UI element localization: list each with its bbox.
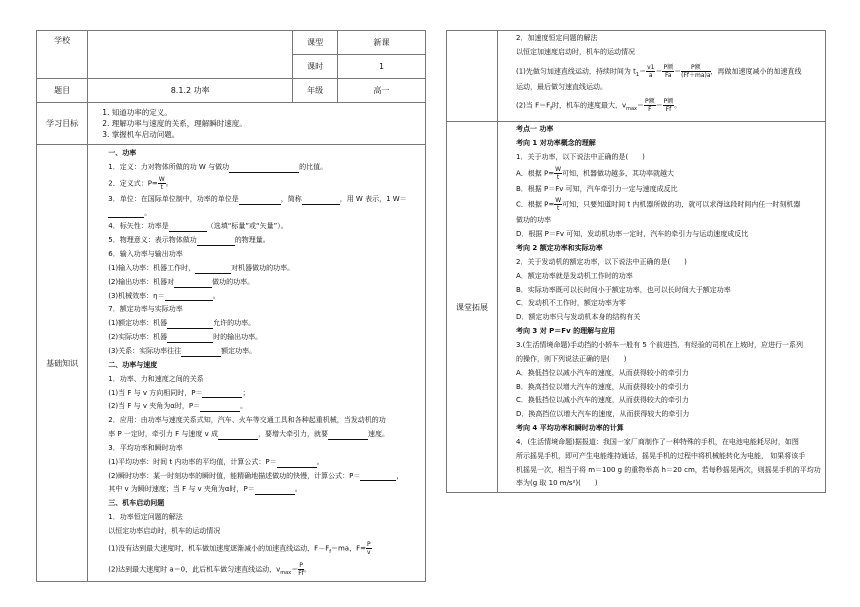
fill-blank [239, 196, 281, 205]
fill-blank [202, 389, 242, 398]
io-line: (3)机械效率：η＝ 。 [108, 291, 220, 300]
fraction: $\frac{\text{P额}}{Ff}$ [663, 98, 674, 114]
option: C．换低挡位以减小汽车的速度，从而获得较大的牵引力 [516, 396, 689, 405]
question: 3.(生活情境命题)手动挡的小轿车一般有 5 个前进挡，有经验的司机在上坡时，应进行一系列 [516, 340, 804, 349]
goals-label: 学习目标 [37, 103, 88, 145]
question-cont: 机摇晃一次，相当于将 m＝100 g 的重物举高 h＝20 cm，若每秒摇晃两次，则摇晃手机的平均功 [516, 465, 821, 474]
def-line: 1．定义：力对物体所做的功 W 与做功 的比值。 [108, 162, 328, 171]
fill-blank [328, 431, 368, 440]
fill-blank [197, 237, 235, 246]
option: A．根据 P= $\frac{W}{t}$ 可知，机器做功越多，其功率就越大 [516, 165, 675, 181]
fraction: $\frac{W}{t}$ [555, 165, 562, 181]
fraction: $\frac{\text{P额}}{F}$ [645, 98, 655, 114]
fill-blank [255, 486, 295, 495]
option: B．换高挡位以增大汽车的速度，从而获得较小的牵引力 [516, 382, 689, 391]
right-lesson-table [446, 30, 826, 493]
fraction: $\frac{P}{v}$ [366, 540, 371, 556]
rated-title: 7．额定功率与实际功率 [108, 305, 183, 314]
grade-value: 高一 [338, 79, 426, 103]
application-line: 2．应用：由功率与速度关系式知，汽车、火车等交通工具和各种起重机械，当发动机的功 [108, 416, 386, 425]
fill-blank [167, 334, 213, 343]
option: D．根据 P＝Fv 可知，发动机功率一定时，汽车的牵引力与运动速度成反比 [516, 230, 749, 239]
const-power-title: 1．功率恒定问题的解法 [108, 513, 183, 522]
fraction: $\frac{W}{t}$ [158, 175, 165, 191]
io-line: (1)输入功率：机器工作时， 对机器做功的功率。 [108, 263, 295, 272]
const-power-line1: (1)没有达到最大速度时，机车做加速度逐渐减小的加速直线运动，$F-F_f=ma$，F= $\frac{P}{v}$ [108, 540, 371, 556]
const-power-line2: (2)达到最大速度时 a＝0，此后机车做匀速直线运动，$v_{max}=$ $\frac{P}{Ff}$ 。 [108, 562, 311, 578]
fill-blank [277, 459, 317, 468]
unit-line: 3．单位：在国际单位制中，功率的单位是 ，简称 ，用 W 表示，1 W＝ [108, 194, 407, 203]
type-value: 新课 [338, 31, 426, 55]
left-lesson-table [36, 30, 426, 582]
fraction: $\frac{v1}{a}$ [647, 63, 655, 79]
option: A．额定功率就是发动机工作时的功率 [516, 271, 633, 280]
question: 1．关于功率，以下说法中正确的是( ) [516, 152, 645, 161]
fill-blank [229, 164, 299, 173]
topic-label: 题目 [37, 79, 88, 103]
fill-blank [165, 292, 213, 301]
fill-blank [195, 265, 231, 274]
section-title: 一、功率 [108, 149, 137, 157]
question: 2．关于发动机的额定功率，以下说法中正确的是( ) [516, 257, 687, 266]
fill-blank [181, 348, 221, 357]
section-title: 三、机车启动问题 [108, 499, 165, 508]
fraction: $\frac{W}{t}$ [555, 197, 562, 213]
topic-title: 考点一 功率 [516, 125, 554, 133]
fill-blank [200, 403, 240, 412]
grade-label: 年级 [293, 79, 338, 103]
option-cont: 做功的功率 [516, 216, 551, 225]
fill-blank [302, 196, 340, 205]
scalar-line: 4．标矢性：功率是 （选填“标量”或“矢量”）。 [108, 222, 288, 231]
question-heading: 考向 3 对 P＝Fv 的理解与应用 [516, 327, 616, 336]
inst-line: (2)瞬时功率：某一时刻功率的瞬时值，能精确地描述做功的快慢，计算公式：P＝ ， [108, 471, 404, 480]
fill-blank [167, 320, 213, 329]
fraction: $\frac{\text{P额}}{Fa}$ [663, 63, 674, 79]
school-label: 学校 [54, 36, 71, 45]
option: C．发动机不工作时，额定功率为零 [516, 299, 626, 308]
option: C．根据 P= $\frac{W}{t}$ 可知，只要知道时间 t 内机器所做的功，就可以求得这段时间内任一时刻机器 [516, 197, 801, 213]
extension-label: 课堂拓展 [447, 122, 498, 493]
io-line: (2)输出功率：机器对 做功的功率。 [108, 277, 255, 286]
accel-title: 2．加速度恒定问题的解法 [516, 34, 598, 42]
unit-line-cont: 。 [108, 208, 421, 219]
accel-line3: (2)当 $F=F_f$时，机车的速度最大，$v_{max}=$ $\frac{\text{P额}}{F}$ ＝ $\frac{\text{P额}}{Ff}$ 。 [516, 98, 682, 114]
accel-content [498, 31, 826, 122]
question-heading: 考向 2 额定功率和实际功率 [516, 244, 603, 253]
hours-value: 1 [338, 55, 426, 79]
question-heading: 考向 1 对功率概念的理解 [516, 138, 596, 147]
knowledge-label: 基础知识 [37, 145, 88, 582]
question-cont: 的操作，则下列说法正确的是( ) [516, 354, 627, 363]
fill-blank [218, 431, 258, 440]
accel-line2: 运动，最后做匀速直线运动。 [516, 83, 607, 92]
question-cont: 率为(g 取 10 m/s²)( ) [516, 479, 598, 488]
application-line-cont: 率 P 一定时，牵引力 F 与速度 v 成 ，要增大牵引力，就要 速度。 [108, 430, 389, 439]
option: D．换高挡位以增大汽车的速度，从而获得较大的牵引力 [516, 410, 690, 419]
formula-line: 2．定义式：P= $\frac{W}{t}$ 。 [108, 175, 173, 191]
io-title: 6．输入功率与输出功率 [108, 250, 183, 259]
fill-blank [108, 209, 144, 218]
question-heading: 考向 4 平均功率和瞬时功率的计算 [516, 424, 624, 433]
option: B．实际功率既可以长时间小于额定功率，也可以长时间大于额定功率 [516, 285, 731, 294]
accel-line1: (1)先做匀加速直线运动，持续时间为 $t_1=$ $\frac{v1}{a}$ ＝ $\frac{\text{P额}}{Fa}$ ＝ $\frac{\text{P额}}{(Ff+ma)a}$ ，再做加速度减小的加速直线 [516, 63, 802, 79]
fill-blank [174, 279, 212, 288]
school-label-cell [37, 31, 88, 79]
goal-item: 1. 知道功率的定义。 [102, 107, 172, 117]
fraction: $\frac{\text{P额}}{(Ff+ma)a}$ [681, 63, 711, 79]
type-label: 课型 [293, 31, 338, 55]
relation-line: (1)当 F 与 v 方向相同时，P＝ ； [108, 388, 250, 397]
avg-title: 3．平均功率和瞬时功率 [108, 443, 183, 452]
relation-line: (2)当 F 与 v 夹角为α时，P＝ 。 [108, 402, 248, 411]
fraction: $\frac{P}{Ff}$ [298, 562, 304, 578]
school-value-cell [88, 31, 293, 79]
meaning-line: 5．物理意义：表示物体做功 的物理量。 [108, 236, 270, 245]
fill-blank [169, 223, 207, 232]
goal-item: 3. 掌握机车启动问题。 [102, 130, 180, 140]
top-left-cell [447, 31, 498, 122]
rated-line: (3)关系：实际功率往往 额定功率。 [108, 346, 257, 355]
const-power-desc: 以恒定功率启动时，机车的运动情况 [108, 526, 221, 535]
option: A．换低挡位以减小汽车的速度，从而获得较小的牵引力 [516, 368, 689, 377]
section-title: 二、功率与速度 [108, 360, 158, 369]
topic-value: 8.1.2 功率 [88, 79, 293, 103]
avg-line: (1)平均功率：时间 t 内功率的平均值，计算公式：P＝ 。 [108, 457, 324, 466]
knowledge-content [88, 145, 426, 582]
rated-line: (1)额定功率：机器 允许的功率。 [108, 319, 256, 328]
relation-title: 1．功率、力和速度之间的关系 [108, 374, 204, 383]
rated-line: (2)实际功率：机器 时的输出功率。 [108, 333, 263, 342]
goals-list [88, 103, 426, 145]
accel-desc: 以恒定加速度启动时，机车的运动情况 [516, 47, 635, 56]
option: B．根据 P＝Fv 可知，汽车牵引力一定与速度成反比 [516, 184, 678, 193]
hours-label: 课时 [293, 55, 338, 79]
goal-item: 2. 理解功率与速度的关系，理解瞬时速度。 [102, 118, 247, 128]
question: 4．(生活情境命题)据报道：我国一家厂商制作了一种特殊的手机，在电池电能耗尽时，如图 [516, 437, 799, 446]
fill-blank [360, 472, 396, 481]
inst-line-cont: 其中 v 为瞬时速度；当 F 与 v 夹角为α时，P＝ 。 [108, 485, 302, 494]
option: D．额定功率只与发动机本身的结构有关 [516, 313, 641, 322]
question-cont: 所示摇晃手机，即可产生电能维持通话，摇晃手机的过程中将机械能转化为电能， 如果将该手 [516, 451, 806, 460]
extension-content [498, 122, 826, 493]
